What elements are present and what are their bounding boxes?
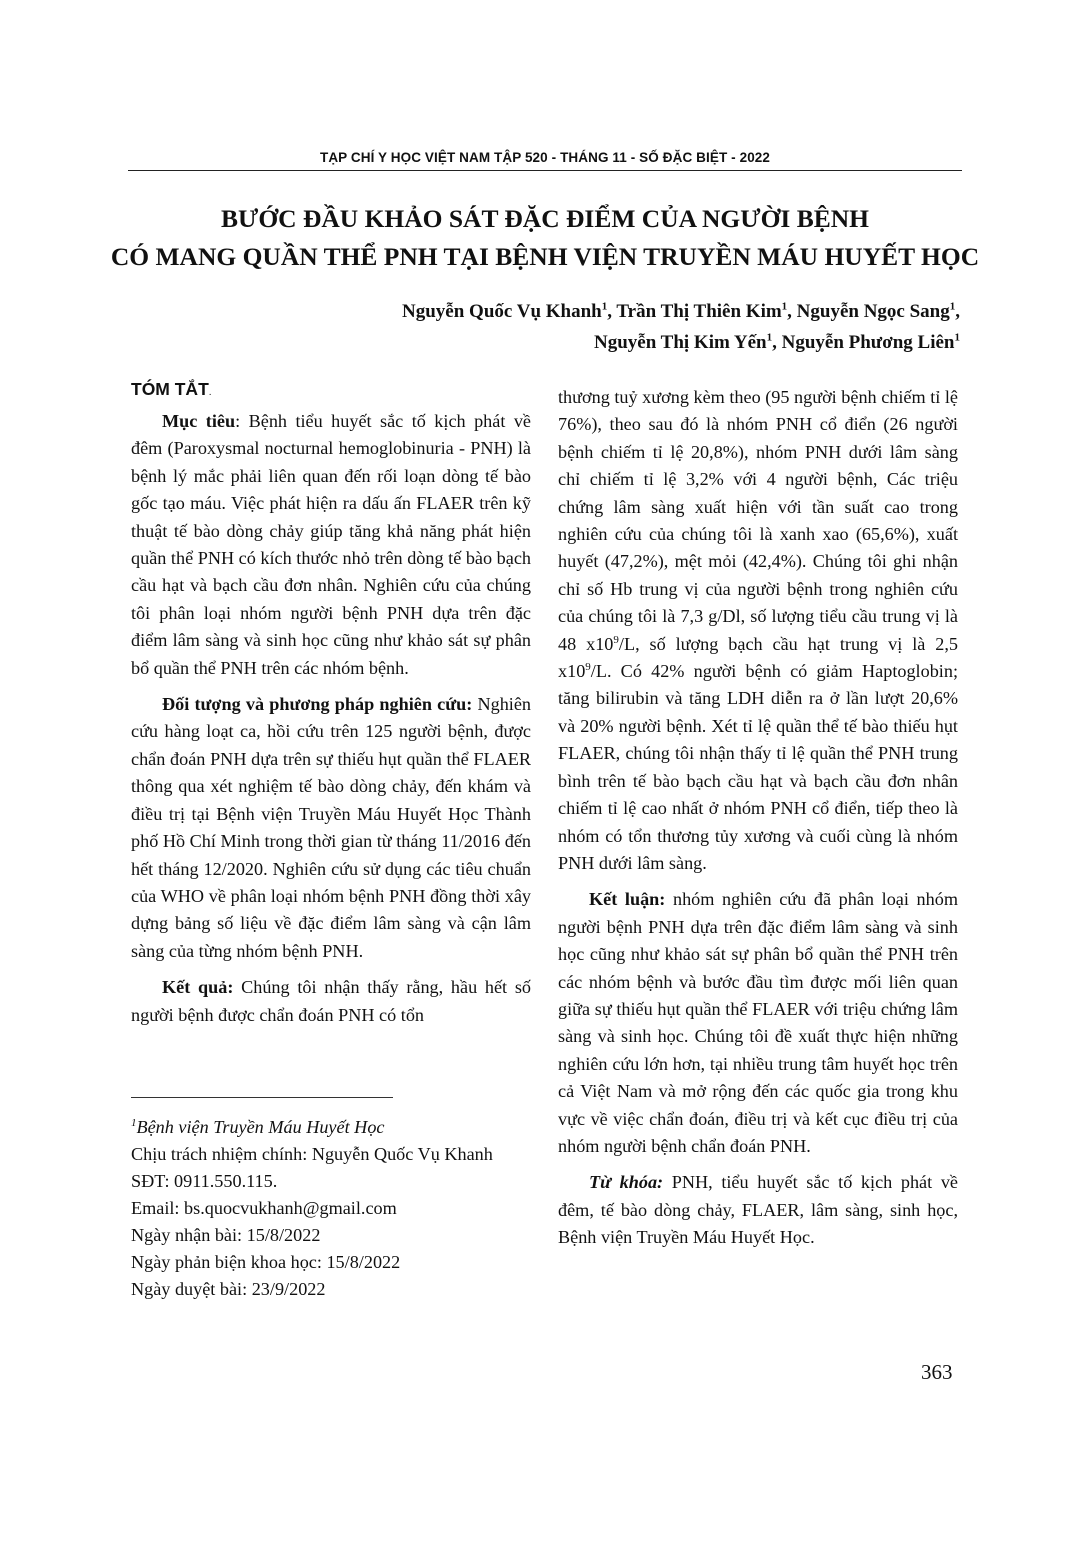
conclusion-text: nhóm nghiên cứu đã phân loại nhóm người bệnh PNH dựa trên đặc điểm lâm sàng và sinh học cũng như khảo sát sự phân bổ quần thể PNH trên các nhóm bệnh và bước đầu tìm được mối liên quan giữa sự thiếu hụt quần thể FLAER với triệu chứng lâm sàng và sinh học. Chúng tôi đề xuất thực hiện những nghiên cứu lớn hơn, tại nhiều trung tâm huyết học trên cả Việt Nam và mở rộng đến các quốc gia trong khu vực về việc chẩn đoán, điều trị và kết cục điều trị của nhóm người bệnh chẩn đoán PNH. [558,889,958,1156]
journal-header: TẠP CHÍ Y HỌC VIỆT NAM TẬP 520 - THÁNG 11 - SỐ ĐẶC BIỆT - 2022 [319,150,771,165]
abstract-heading-text: TÓM TẮT [131,379,209,399]
date-reviewed: Ngày phản biện khoa học: 15/8/2022 [131,1252,401,1272]
objective-text: : Bệnh tiểu huyết sắc tố kịch phát về đêm (Paroxysmal nocturnal hemoglobinuria - PNH) là bệnh lý mắc phải liên quan đến rối loạn dòng tế bào gốc tạo máu. Việc phát hiện ra dấu ấn FLAER trên kỹ thuật tế bào dòng chảy giúp tăng khả năng phát hiện quần thể PNH có kích thước nhỏ trên dòng tế bào bạch cầu hạt và bạch cầu đơn nhân. Nghiên cứu của chúng tôi phân loại nhóm người bệnh PNH dựa trên đặc điểm lâm sàng và sinh học cũng như khảo sát sự phân bổ quần thể PNH trên các nhóm bệnh. [131,411,531,678]
abstract-results-cont [558,384,958,877]
author-affiliation-mark: 1 [949,300,956,313]
article-title [100,200,990,276]
left-column [131,378,531,1038]
abstract-conclusion [558,886,958,1160]
affiliation-mark: 1 [131,1116,137,1129]
keywords-label: Từ khóa: [589,1172,664,1193]
author-name: Nguyễn Ngọc Sang [796,301,950,322]
corresponding-author: Chịu trách nhiệm chính: Nguyễn Quốc Vụ Khanh [131,1144,493,1164]
authors-line-2: Nguyễn Thị Kim Yến$^1$, Nguyễn Phương Liên$^1$ [593,331,960,353]
results-label: Kết quả: [162,977,234,998]
abstract-objective [131,408,531,682]
footnote-rule [131,1097,393,1098]
methods-text: Nghiên cứu hàng loạt ca, hồi cứu trên 125 người bệnh, được chẩn đoán PNH dựa trên sự thiếu hụt quần thể FLAER thông qua xét nghiệm tế bào dòng chảy, đến khám và điều trị tại Bệnh viện Truyền Máu Huyết Học Thành phố Hồ Chí Minh trong thời gian từ tháng 11/2016 đến hết tháng 12/2020. Nghiên cứu sử dụng các tiêu chuẩn của WHO về phân loại nhóm bệnh PNH đồng thời xây dựng bảng số liệu về đặc điểm lâm sàng và cận lâm sàng của từng nhóm bệnh PNH. [131,694,532,961]
abstract-heading [131,378,531,404]
author-name: Nguyễn Thị Kim Yến [593,332,767,353]
right-column [558,384,958,1261]
author-name: Nguyễn Quốc Vụ Khanh [402,301,602,322]
abstract-keywords [558,1169,958,1251]
date-accepted: Ngày duyệt bài: 23/9/2022 [131,1279,326,1299]
title-line-1: BƯỚC ĐẦU KHẢO SÁT ĐẶC ĐIỂM CỦA NGƯỜI BỆNH [221,204,869,233]
header-rule [128,170,962,171]
date-received: Ngày nhận bài: 15/8/2022 [131,1225,321,1245]
title-line-2: CÓ MANG QUẦN THỂ PNH TẠI BỆNH VIỆN TRUYỀN MÁU HUYẾT HỌC [110,242,980,271]
affiliation [131,1114,531,1141]
abstract-methods [131,691,531,965]
results-text-start: Chúng tôi nhận thấy rằng, hầu hết số người bệnh được chẩn đoán PNH có tổn [131,977,531,1025]
results-text-a: thương tuỷ xương kèm theo (95 người bệnh chiếm tỉ lệ 76%), theo sau đó là nhóm PNH cổ điển (26 người bệnh chiếm tỉ lệ 20,8%), nhóm PNH dưới lâm sàng chỉ chiếm tỉ lệ 3,2% với 4 người bệnh, Các triệu chứng lâm sàng xuất hiện với tần suất cao trong nghiên cứu của chúng tôi là xanh xao (65,6%), xuất huyết (47,2%), mệt mỏi (42,4%). Chúng tôi ghi nhận chỉ số Hb trung vị của người bệnh trong nghiên cứu của chúng tôi là 7,3 g/Dl, số lượng tiểu cầu trung vị là 48 x10 [558,387,958,654]
objective-label: Mục tiêu [162,411,236,431]
author-name: Trần Thị Thiên Kim [616,301,782,322]
author-list [200,296,960,358]
results-text-b: /L, số lượng bạch cầu hạt trung vị là 2,5 x10 [558,633,959,682]
authors-line-1: Nguyễn Quốc Vụ Khanh$^1$, Trần Thị Thiên Kim$^1$, Nguyễn Ngọc Sang$^1$, [402,300,960,322]
keywords-text: PNH, tiểu huyết sắc tố kịch phát về đêm, tế bào dòng chảy, FLAER, lâm sàng, sinh học, Bệnh viện Truyền Máu Huyết Học. [558,1172,958,1248]
affiliation-text: Bệnh viện Truyền Máu Huyết Học [136,1117,385,1137]
author-affiliation-mark: 1 [954,331,960,344]
author-affiliation-mark: 1 [781,300,788,313]
abstract-heading-dot: . [208,387,212,398]
exponent: 9 [613,633,619,646]
phone-number: SĐT: 0911.550.115. [131,1171,278,1191]
results-text-c: /L. Có 42% người bệnh có giảm Haptoglobin; tăng bilirubin và tăng LDH diễn ra ở lần lượt 20,6% và 20% người bệnh. Xét tỉ lệ quần thể tế bào thiếu hụt FLAER, chúng tôi nhận thấy tỉ lệ quần thể PNH trung bình trên tế bào bạch cầu hạt và bạch cầu đơn nhân chiếm tỉ lệ cao nhất ở nhóm PNH cổ điển, tiếp theo là nhóm có tổn thương tủy xương và cuối cùng là nhóm PNH dưới lâm sàng. [558,661,958,873]
conclusion-label: Kết luận: [589,889,666,910]
footnotes [131,1114,531,1303]
author-affiliation-mark: 1 [766,331,773,344]
exponent: 9 [585,661,591,673]
author-name: Nguyễn Phương Liên [781,332,955,353]
abstract-results-start [131,974,531,1029]
email-address: Email: bs.quocvukhanh@gmail.com [131,1198,397,1218]
methods-label: Đối tượng và phương pháp nghiên cứu: [162,694,473,715]
page-number: 363 [921,1360,953,1384]
author-affiliation-mark: 1 [601,300,608,313]
